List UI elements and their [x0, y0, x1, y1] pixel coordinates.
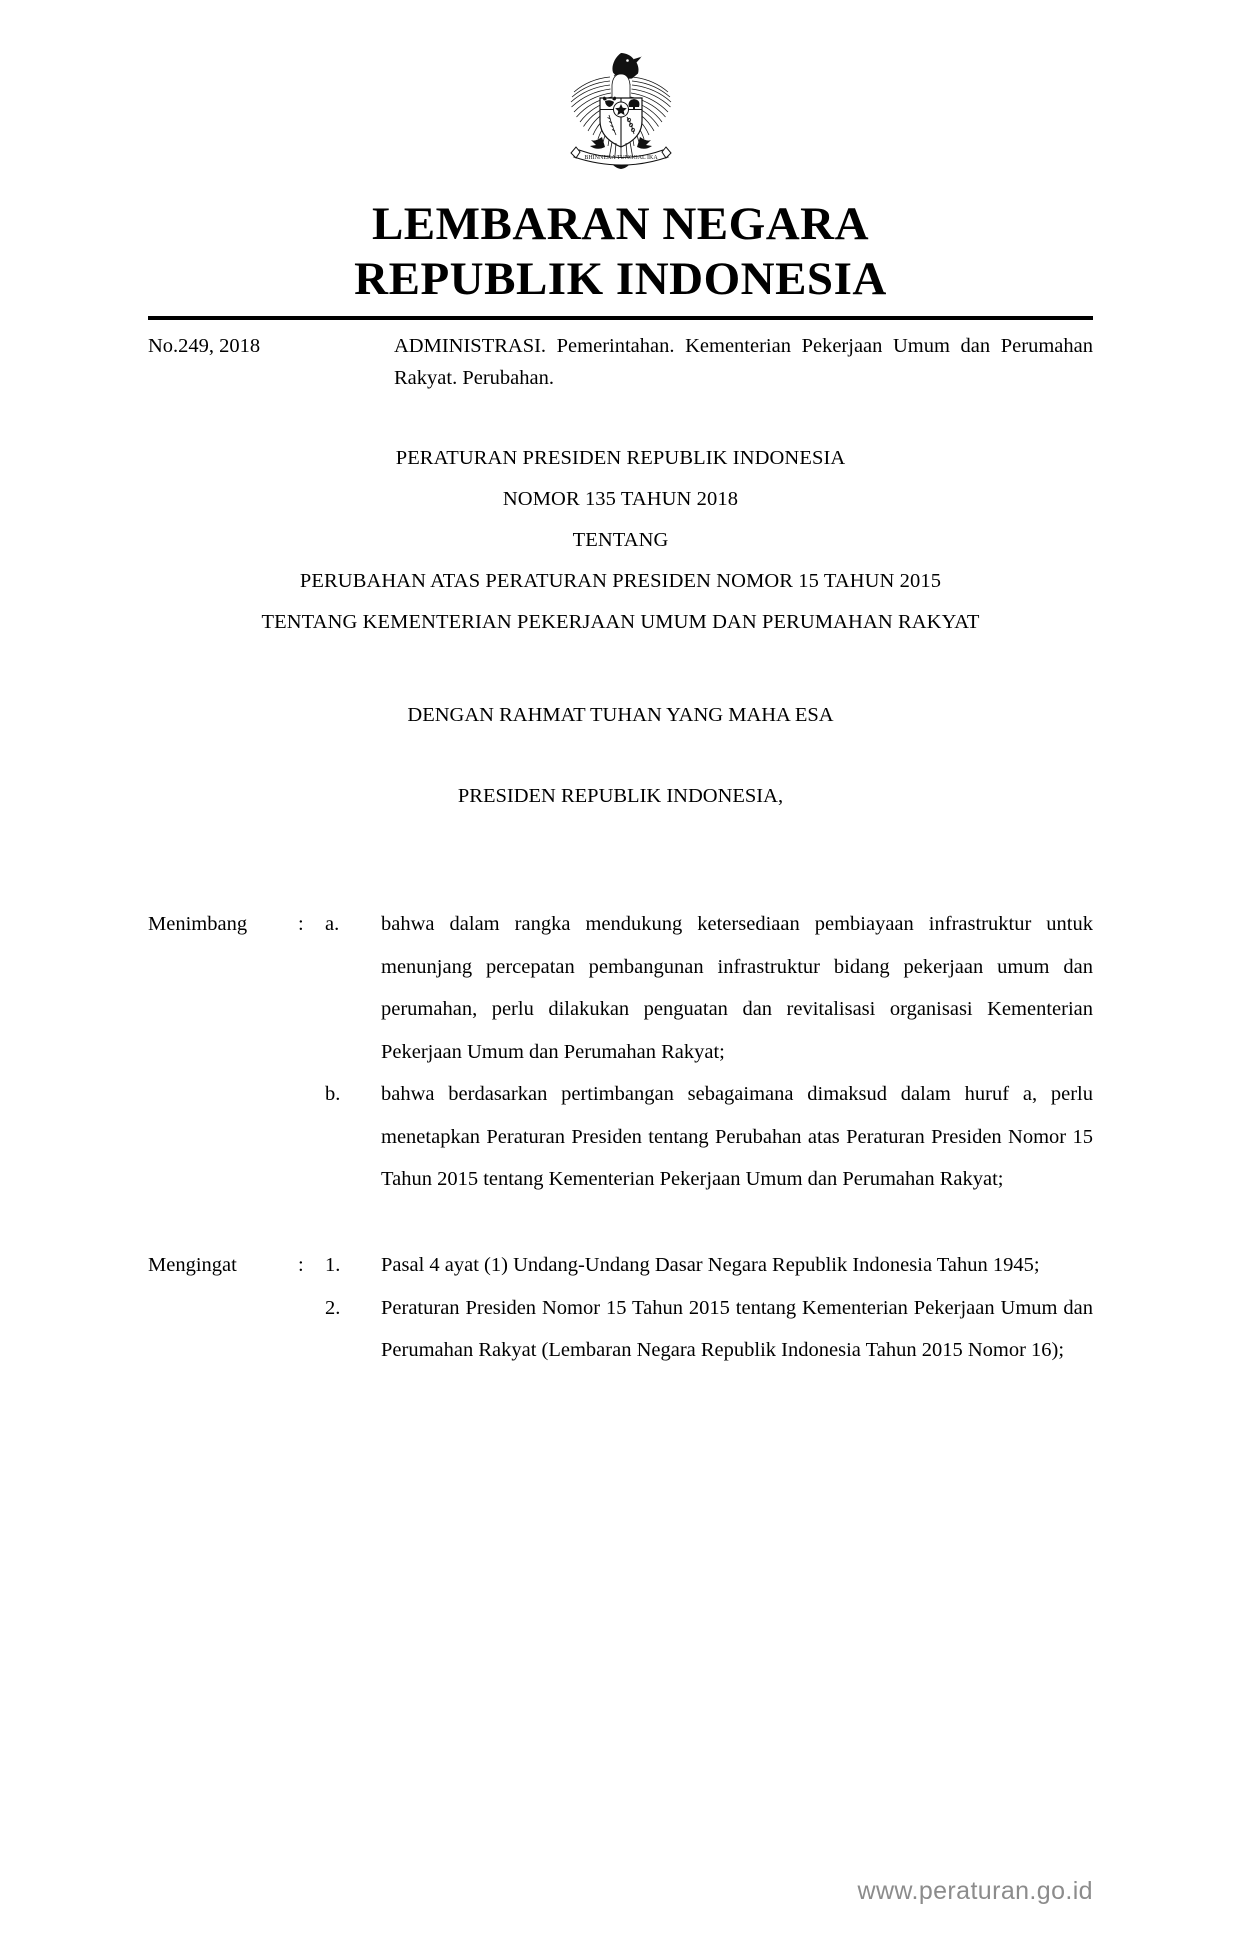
masthead-divider [148, 316, 1093, 320]
masthead [148, 197, 1093, 308]
title-line-subject-1: PERUBAHAN ATAS PERATURAN PRESIDEN NOMOR 15 TAHUN 2015 [299, 570, 942, 593]
legal-basis-section [148, 1244, 1093, 1371]
presiden-line: PRESIDEN REPUBLIK INDONESIA, [457, 785, 784, 808]
clause-row [148, 1244, 1093, 1286]
clause-text: Peraturan Presiden Nomor 15 Tahun 2015 tentang Kementerian Pekerjaan Umum dan Perumahan Rakyat (Lembaran Negara Republik Indonesia Tahun 2015 Nomor 16); [381, 1296, 1093, 1362]
masthead-line-2: REPUBLIK INDONESIA [354, 253, 887, 306]
gazette-number: No.249, 2018 [148, 334, 261, 357]
title-line-subject-2: TENTANG KEMENTERIAN PEKERJAAN UMUM DAN PERUMAHAN RAKYAT [261, 611, 980, 634]
invocation-line: DENGAN RAHMAT TUHAN YANG MAHA ESA [407, 704, 834, 727]
emblem-motto-text: BHINNEKA TUNGGAL IKA [583, 155, 658, 161]
clause-text: bahwa dalam rangka mendukung ketersediaan pembiayaan infrastruktur untuk menunjang percepatan pembangunan infrastruktur bidang pekerjaan umum dan perumahan, perlu dilakukan penguatan dan revitalisasi organisasi Kementerian Pekerjaan Umum dan Perumahan Rakyat; [381, 913, 1093, 1063]
garuda-pancasila-emblem [546, 44, 696, 189]
title-line-number: NOMOR 135 TAHUN 2018 [502, 488, 739, 511]
considerations-colon: : [298, 913, 304, 936]
clause-marker: a. [325, 913, 340, 936]
clause-marker: 2. [325, 1296, 341, 1319]
emblem-container [148, 0, 1093, 189]
regulation-title-block [148, 438, 1093, 643]
considerations-section [148, 903, 1093, 1200]
considerations-label: Menimbang [148, 913, 248, 936]
clause-marker: 1. [325, 1254, 341, 1277]
clause-text: bahwa berdasarkan pertimbangan sebagaimana dimaksud dalam huruf a, perlu menetapkan Peraturan Presiden tentang Perubahan atas Peraturan Presiden Nomor 15 Tahun 2015 tentang Kementerian Pekerjaan Umum dan Perumahan Rakyat; [381, 1083, 1093, 1190]
clause-row [148, 1073, 1093, 1200]
clause-row [148, 1287, 1093, 1372]
legal-basis-colon: : [298, 1254, 304, 1277]
header-meta-row [148, 331, 1093, 395]
footer-watermark: www.peraturan.go.id [857, 1877, 1093, 1905]
clause-marker: b. [325, 1083, 341, 1106]
masthead-line-1: LEMBARAN NEGARA [371, 198, 870, 250]
clause-text: Pasal 4 ayat (1) Undang-Undang Dasar Negara Republik Indonesia Tahun 1945; [381, 1254, 1040, 1277]
clauses-container [148, 903, 1093, 1371]
title-line-authority: PERATURAN PRESIDEN REPUBLIK INDONESIA [395, 447, 846, 470]
clause-row [148, 903, 1093, 1073]
gazette-subject: ADMINISTRASI. Pemerintahan. Kementerian Pekerjaan Umum dan Perumahan Rakyat. Perubahan. [394, 334, 1093, 389]
title-line-tentang: TENTANG [572, 529, 669, 552]
legal-basis-label: Mengingat [148, 1254, 237, 1277]
